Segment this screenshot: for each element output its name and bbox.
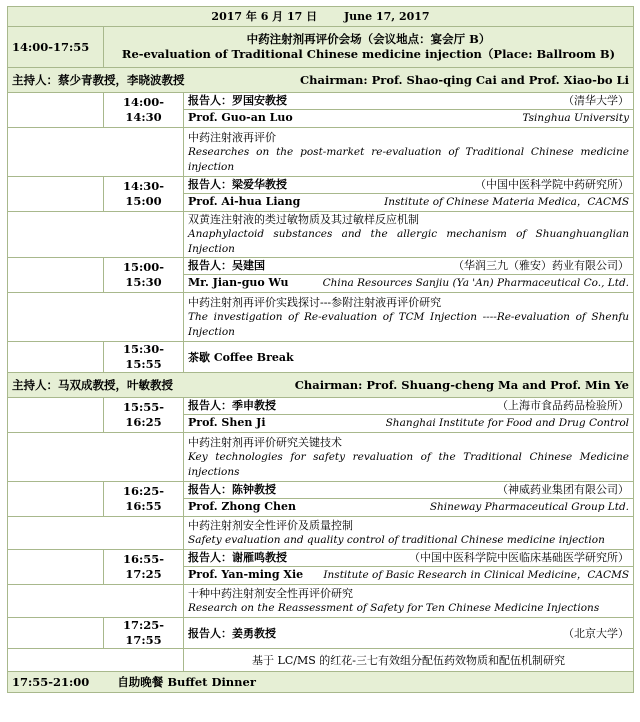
- talk-topic: [184, 585, 634, 618]
- blank-cell: [8, 342, 104, 373]
- blank-cell: [8, 212, 184, 258]
- blank-cell: [8, 618, 104, 649]
- date-header-row: [8, 7, 634, 27]
- session-row: [8, 27, 634, 68]
- reporter-cn: 报告人：梁爱华教授: [188, 178, 287, 192]
- chair-2: [8, 373, 634, 398]
- reporter-en: Prof. Guo-an Luo: [188, 111, 293, 125]
- topic-row: [8, 585, 634, 618]
- coffee-time: 15:30-15:55: [104, 342, 184, 373]
- blank-cell: [8, 293, 184, 342]
- blank-cell: [8, 177, 104, 212]
- reporter-cn: 报告人：季申教授: [188, 399, 276, 413]
- blank-cell: [8, 550, 104, 585]
- talk-topic: [184, 212, 634, 258]
- program-table: [7, 6, 634, 693]
- talk-reporter-en: [184, 414, 634, 432]
- talk-row: [8, 618, 634, 649]
- blank-cell: [8, 585, 184, 618]
- date-en: June 17, 2017: [343, 10, 430, 23]
- talk-reporter: [184, 93, 634, 110]
- reporter-en: Prof. Ai-hua Liang: [188, 195, 301, 209]
- blank-cell: [8, 128, 184, 177]
- session-title-en: Re-evaluation of Traditional Chinese medicine injection（Place: Ballroom B): [121, 47, 616, 61]
- coffee-label: 茶歇 Coffee Break: [184, 342, 634, 373]
- reporter-en: Prof. Yan-ming Xie: [188, 568, 304, 582]
- talk-time: 17:25-17:55: [104, 618, 184, 649]
- talk-row: [8, 258, 634, 275]
- affiliation-en: Tsinghua University: [522, 112, 630, 125]
- talk-reporter-en: [184, 109, 634, 127]
- affiliation-en: Institute of Basic Research in Clinical Medicine，CACMS: [323, 569, 630, 582]
- chair-row-2: [8, 373, 634, 398]
- dinner-label: 自助晚餐 Buffet Dinner: [117, 674, 256, 689]
- topic-row: [8, 293, 634, 342]
- reporter-en: Mr. Jian-guo Wu: [188, 276, 289, 290]
- reporter-cn: 报告人：谢雁鸣教授: [188, 551, 287, 565]
- reporter-en: Prof. Shen Ji: [188, 416, 266, 430]
- talk-reporter-en: [184, 274, 634, 292]
- talk-reporter-en: [184, 498, 634, 516]
- talk-reporter: [184, 550, 634, 567]
- topic-en: The investigation of Re-evaluation of TCM Injection ----Re-evaluation of Shenfu Injection: [188, 310, 630, 338]
- blank-cell: [8, 482, 104, 517]
- reporter-cn: 报告人：姜勇教授: [188, 626, 276, 640]
- topic-cn: 双黄连注射液的类过敏物质及其过敏样反应机制: [188, 213, 419, 226]
- chair-2-cn: 主持人：马双成教授，叶敏教授: [12, 377, 173, 392]
- affiliation-en: Shineway Pharmaceutical Group Ltd.: [429, 501, 630, 514]
- affiliation-cn: （上海市食品药品检验所）: [497, 399, 630, 413]
- dinner-row: [8, 672, 634, 693]
- affiliation-cn: （神威药业集团有限公司）: [497, 483, 630, 497]
- blank-cell: [8, 258, 104, 293]
- talk-time: 16:55-17:25: [104, 550, 184, 585]
- talk-reporter: [184, 618, 634, 649]
- date-cn: 2017 年 6 月 17 日: [211, 10, 318, 23]
- blank-cell: [8, 433, 184, 482]
- topic-en: Anaphylactoid substances and the allergic mechanism of Shuanghuanglian Injection: [188, 228, 630, 255]
- blank-cell: [8, 649, 184, 672]
- topic-cn: 中药注射剂再评价研究关键技术: [188, 435, 342, 449]
- talk-topic: [184, 433, 634, 482]
- talk-row: [8, 482, 634, 499]
- talk-reporter-en: [184, 566, 634, 584]
- topic-cn: 中药注射剂安全性评价及质量控制: [188, 519, 353, 532]
- topic-row: [8, 433, 634, 482]
- topic-en: Safety evaluation and quality control of traditional Chinese medicine injection: [188, 534, 605, 546]
- talk-time: 16:25-16:55: [104, 482, 184, 517]
- topic-cn: 十种中药注射剂安全性再评价研究: [188, 587, 353, 600]
- topic-cn: 基于 LC/MS 的红花-三七有效组分配伍药效物质和配伍机制研究: [252, 653, 565, 667]
- reporter-cn: 报告人：陈钟教授: [188, 483, 276, 497]
- talk-reporter: [184, 398, 634, 415]
- affiliation-cn: （北京大学）: [563, 626, 630, 640]
- session-title-cn: 中药注射剂再评价会场（会议地点：宴会厅 B）: [246, 32, 491, 46]
- affiliation-en: Institute of Chinese Materia Medica，CACMS: [384, 196, 630, 209]
- talk-time: 15:55-16:25: [104, 398, 184, 433]
- topic-row: [8, 517, 634, 550]
- talk-topic: [184, 128, 634, 177]
- date-header: [8, 7, 634, 27]
- topic-row: [8, 212, 634, 258]
- talk-row: [8, 93, 634, 110]
- program-sheet: [7, 6, 633, 693]
- talk-row: [8, 398, 634, 415]
- affiliation-en: Shanghai Institute for Food and Drug Control: [385, 417, 630, 430]
- coffee-row: [8, 342, 634, 373]
- talk-time: 15:00-15:30: [104, 258, 184, 293]
- talk-row: [8, 177, 634, 194]
- affiliation-cn: （中国中医科学院中药研究所）: [475, 178, 630, 192]
- talk-reporter: [184, 258, 634, 275]
- topic-en: Research on the Reassessment of Safety for Ten Chinese Medicine Injections: [188, 602, 600, 614]
- topic-row: [8, 649, 634, 672]
- topic-row: [8, 128, 634, 177]
- chair-1-cn: 主持人：蔡少青教授，李晓波教授: [12, 72, 185, 87]
- dinner-time: 17:55-21:00: [12, 674, 90, 689]
- affiliation-cn: （中国中医科学院中医临床基础医学研究所）: [409, 551, 630, 565]
- dinner: [8, 672, 634, 693]
- affiliation-cn: （华润三九（雅安）药业有限公司）: [453, 259, 630, 273]
- blank-cell: [8, 517, 184, 550]
- talk-row: [8, 550, 634, 567]
- talk-time: 14:30-15:00: [104, 177, 184, 212]
- affiliation-en: China Resources Sanjiu (Ya 'An) Pharmaceutical Co., Ltd.: [322, 277, 630, 290]
- topic-cn: 中药注射剂再评价实践探讨---参附注射液再评价研究: [188, 295, 442, 309]
- chair-1: [8, 68, 634, 93]
- talk-reporter: [184, 482, 634, 499]
- blank-cell: [8, 93, 104, 128]
- affiliation-cn: （清华大学）: [563, 94, 630, 108]
- blank-cell: [8, 398, 104, 433]
- reporter-en: Prof. Zhong Chen: [188, 500, 297, 514]
- talk-topic: [184, 649, 634, 672]
- topic-en: Key technologies for safety revaluation of the Traditional Chinese Medicine injections: [188, 450, 630, 478]
- topic-en: Researches on the post-market re-evaluation of Traditional Chinese medicine injection: [188, 145, 630, 173]
- topic-cn: 中药注射液再评价: [188, 130, 276, 144]
- session-title: [104, 27, 634, 68]
- chair-2-en: Chairman: Prof. Shuang-cheng Ma and Prof. Min Ye: [294, 377, 630, 392]
- talk-reporter-en: [184, 193, 634, 211]
- talk-topic: [184, 517, 634, 550]
- session-time: 14:00-17:55: [8, 27, 104, 68]
- talk-topic: [184, 293, 634, 342]
- chair-1-en: Chairman: Prof. Shao-qing Cai and Prof. Xiao-bo Li: [299, 72, 630, 87]
- reporter-cn: 报告人：罗国安教授: [188, 94, 287, 108]
- talk-reporter: [184, 177, 634, 194]
- reporter-cn: 报告人：吴建国: [188, 259, 265, 273]
- talk-time: 14:00-14:30: [104, 93, 184, 128]
- chair-row-1: [8, 68, 634, 93]
